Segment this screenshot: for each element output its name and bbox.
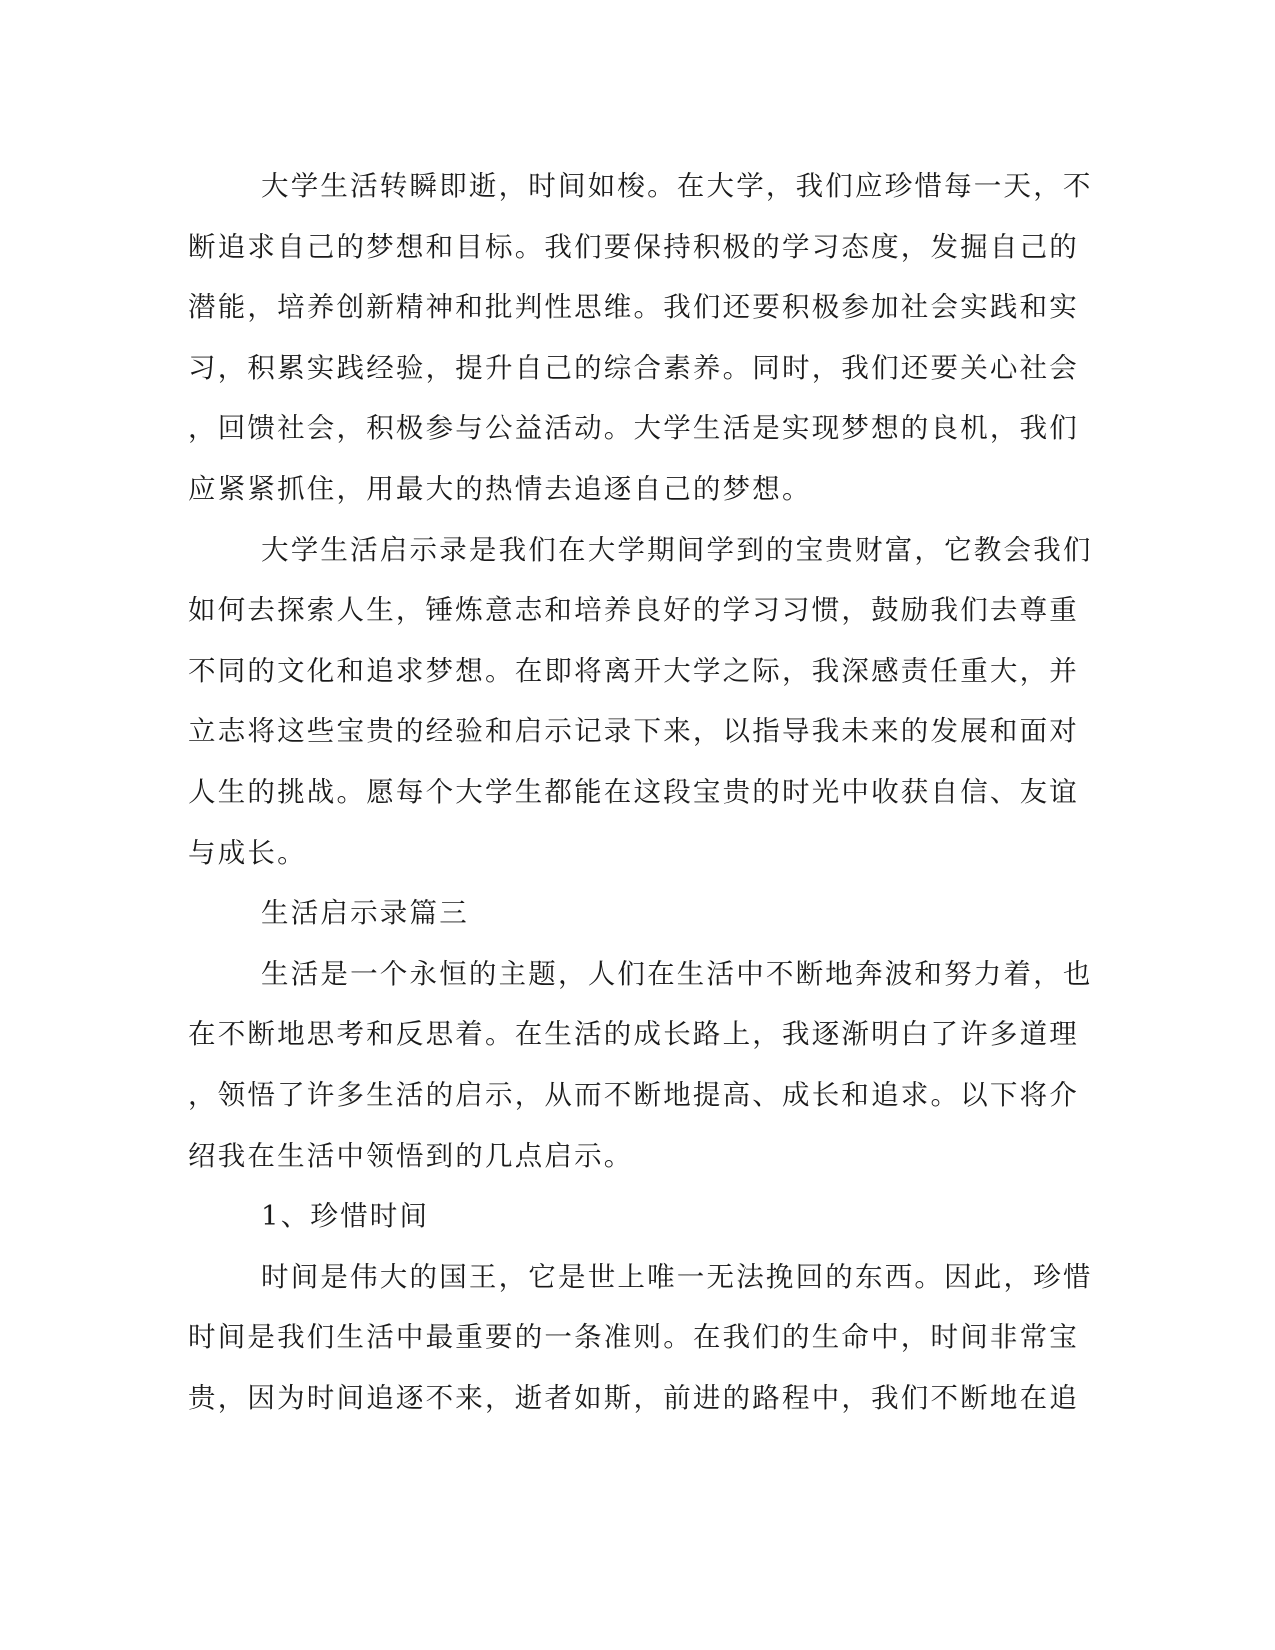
paragraph-line: 大学生活启示录是我们在大学期间学到的宝贵财富，它教会我们 [261,533,1093,566]
paragraph-line: 绍我在生活中领悟到的几点启示。 [188,1139,634,1172]
subsection-heading: 1、珍惜时间 [261,1200,430,1233]
paragraph-line: 潜能，培养创新精神和批判性思维。我们还要积极参加社会实践和实 [188,291,1079,324]
paragraph-line: 立志将这些宝贵的经验和启示记录下来，以指导我未来的发展和面对 [188,715,1079,748]
paragraph-line: ，回馈社会，积极参与公益活动。大学生活是实现梦想的良机，我们 [188,412,1079,445]
document-body [188,156,1093,1428]
paragraph-line: 时间是我们生活中最重要的一条准则。在我们的生命中，时间非常宝 [188,1321,1079,1354]
paragraph-line: 应紧紧抓住，用最大的热情去追逐自己的梦想。 [188,472,812,505]
paragraph-line: 在不断地思考和反思着。在生活的成长路上，我逐渐明白了许多道理 [188,1018,1079,1051]
paragraph-line: 习，积累实践经验，提升自己的综合素养。同时，我们还要关心社会 [188,351,1079,384]
paragraph-line: 如何去探索人生，锤炼意志和培养良好的学习习惯，鼓励我们去尊重 [188,594,1079,627]
paragraph-line: 不同的文化和追求梦想。在即将离开大学之际，我深感责任重大，并 [188,654,1079,687]
paragraph-line: 断追求自己的梦想和目标。我们要保持积极的学习态度，发掘自己的 [188,230,1079,263]
section-heading: 生活启示录篇三 [261,897,469,930]
paragraph-line: ，领悟了许多生活的启示，从而不断地提高、成长和追求。以下将介 [188,1078,1079,1111]
paragraph-line: 贵，因为时间追逐不来，逝者如斯，前进的路程中，我们不断地在追 [188,1381,1079,1414]
paragraph-line: 生活是一个永恒的主题，人们在生活中不断地奔波和努力着，也 [261,957,1093,990]
paragraph-line: 大学生活转瞬即逝，时间如梭。在大学，我们应珍惜每一天，不 [261,170,1093,202]
paragraph-line: 人生的挑战。愿每个大学生都能在这段宝贵的时光中收获自信、友谊 [188,775,1079,808]
paragraph-line: 时间是伟大的国王，它是世上唯一无法挽回的东西。因此，珍惜 [261,1260,1093,1293]
paragraph-line: 与成长。 [188,836,307,869]
